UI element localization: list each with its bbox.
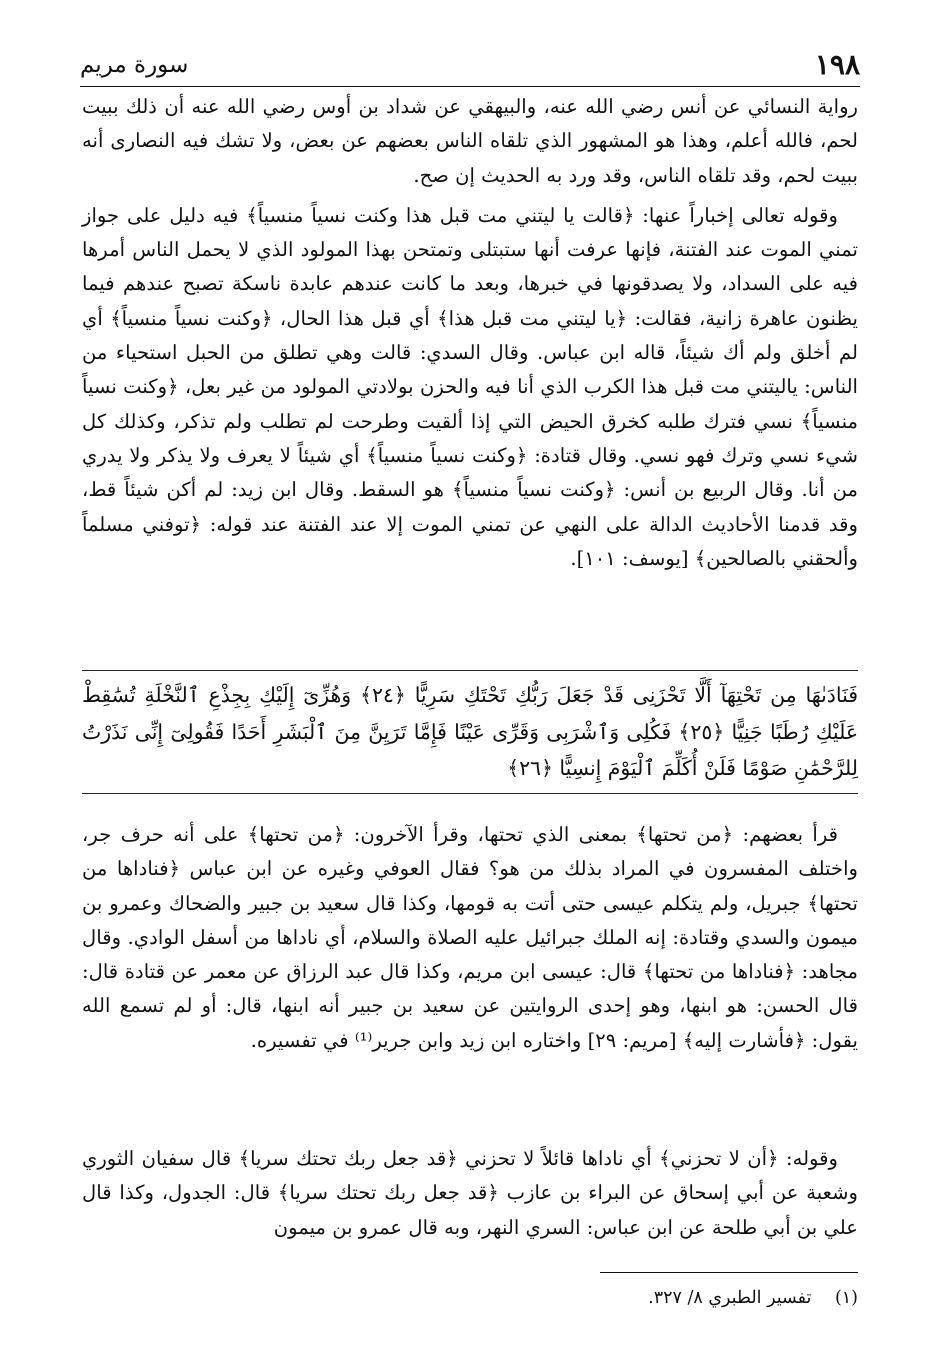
- page-number: ١٩٨: [814, 48, 860, 81]
- quran-verses: [82, 670, 858, 794]
- paragraph-2: وقوله تعالى إخباراً عنها: ﴿قالت يا ليتني مت قبل هذا وكنت نسياً منسياً﴾ فيه دليل على جواز تمني الموت عند الفتنة، فإنها عرفت أنها ستبتلى وتمتحن بهذا المولود الذي لا يحمل الناس أمرها فيه على السداد، ولا يصدقونها في خبرها، وبعد ما كانت عندهم عابدة ناسكة تصبح عندهم فيما يظنون عاهرة زانية، فقالت: ﴿يا ليتني مت قبل هذا﴾ أي قبل هذا الحال، ﴿وكنت نسياً منسياً﴾ أي لم أخلق ولم أك شيئاً، قاله ابن عباس. وقال السدي: قالت وهي تطلق من الحبل استحياء من الناس: ياليتني مت قبل هذا الكرب الذي أنا فيه والحزن بولادتي المولود من غير بعل، ﴿وكنت نسياً منسياً﴾ نسي فترك طلبه كخرق الحيض التي إذا ألقيت وطرحت لم تطلب ولم تذكر، وكذلك كل شيء نسي وترك فهو نسي. وقال قتادة: ﴿وكنت نسياً منسياً﴾ أي شيئاً لا يعرف ولا يذكر ولا يدري من أنا. وقال الربيع بن أنس: ﴿وكنت نسياً منسياً﴾ هو السقط. وقال ابن زيد: لم أكن شيئاً قط، وقد قدمنا الأحاديث الدالة على النهي عن تمني الموت إلا عند الفتنة عند قوله: ﴿توفني مسلماً وألحقني بالصالحين﴾ [يوسف: ١٠١].: [82, 203, 858, 570]
- footnote-number: (١): [834, 1288, 858, 1308]
- footnote-text: تفسير الطبري ٨/ ٣٢٧.: [648, 1288, 812, 1308]
- quran-text: فَنَادَىٰهَا مِن تَحْتِهَآ أَلَّا تَحْزَنِى قَدْ جَعَلَ رَبُّكِ تَحْتَكِ سَرِيًّا ﴿٢٤﴾ وَهُزِّىٓ إِلَيْكِ بِجِذْعِ ٱلنَّخْلَةِ تُسَٰقِطْ عَلَيْكِ رُطَبًا جَنِيًّا ﴿٢٥﴾ فَكُلِى وَٱشْرَبِى وَقَرِّى عَيْنًا فَإِمَّا تَرَيِنَّ مِنَ ٱلْبَشَرِ أَحَدًا فَقُولِىٓ إِنِّى نَذَرْتُ لِلرَّحْمَٰنِ صَوْمًا فَلَنْ أُكَلِّمَ ٱلْيَوْمَ إِنسِيًّا ﴿٢٦﴾: [82, 683, 858, 780]
- text-body: [82, 90, 858, 576]
- header-divider: [80, 86, 860, 87]
- paragraph-4: وقوله: ﴿أن لا تحزني﴾ أي ناداها قائلاً لا تحزني ﴿قد جعل ربك تحتك سريا﴾ قال سفيان الثوري وشعبة عن أبي إسحاق عن البراء بن عازب ﴿قد جعل ربك تحتك سريا﴾ قال: الجدول، وكذا قال علي بن أبي طلحة عن ابن عباس: السري النهر، وبه قال عمرو بن ميمون: [82, 1147, 858, 1239]
- paragraph-3: قرأ بعضهم: ﴿من تحتها﴾ بمعنى الذي تحتها، وقرأ الآخرون: ﴿من تحتها﴾ على أنه حرف جر، واختلف المفسرون في المراد بذلك من هو؟ فقال العوفي وغيره عن ابن عباس ﴿فناداها من تحتها﴾ جبريل، ولم يتكلم عيسى حتى أتت به قومها، وكذا قال سعيد بن جبير والضحاك وعمرو بن ميمون والسدي وقتادة: إنه الملك جبرائيل عليه الصلاة والسلام، أي ناداها من أسفل الوادي. وقال مجاهد: ﴿فناداها من تحتها﴾ قال: عيسى ابن مريم، وكذا قال عبد الرزاق عن معمر عن قتادة قال: قال الحسن: هو ابنها، وهو إحدى الروايتين عن سعيد بن جبير أنه ابنها، قال: أو لم تسمع الله يقول: ﴿فأشارت إليه﴾ [مريم: ٢٩] واختاره ابن زيد وابن جرير⁽¹⁾ في تفسيره.: [82, 823, 858, 1052]
- text-body-2: [82, 812, 858, 1058]
- surah-name: سورة مريم: [80, 52, 189, 78]
- footnote: [358, 1284, 858, 1312]
- paragraph-1: رواية النسائي عن أنس رضي الله عنه، والبيهقي عن شداد بن أوس رضي الله عنه أن ذلك ببيت لحم، فالله أعلم، وهذا هو المشهور الذي تلقاه الناس بعضهم عن بعض، ولا تشك فيه النصارى أنه ببيت لحم، وقد تلقاه الناس، وقد ورد به الحديث إن صح.: [82, 95, 858, 187]
- text-body-3: [82, 1136, 858, 1245]
- page-header: [80, 48, 860, 82]
- footnote-divider: [600, 1272, 858, 1273]
